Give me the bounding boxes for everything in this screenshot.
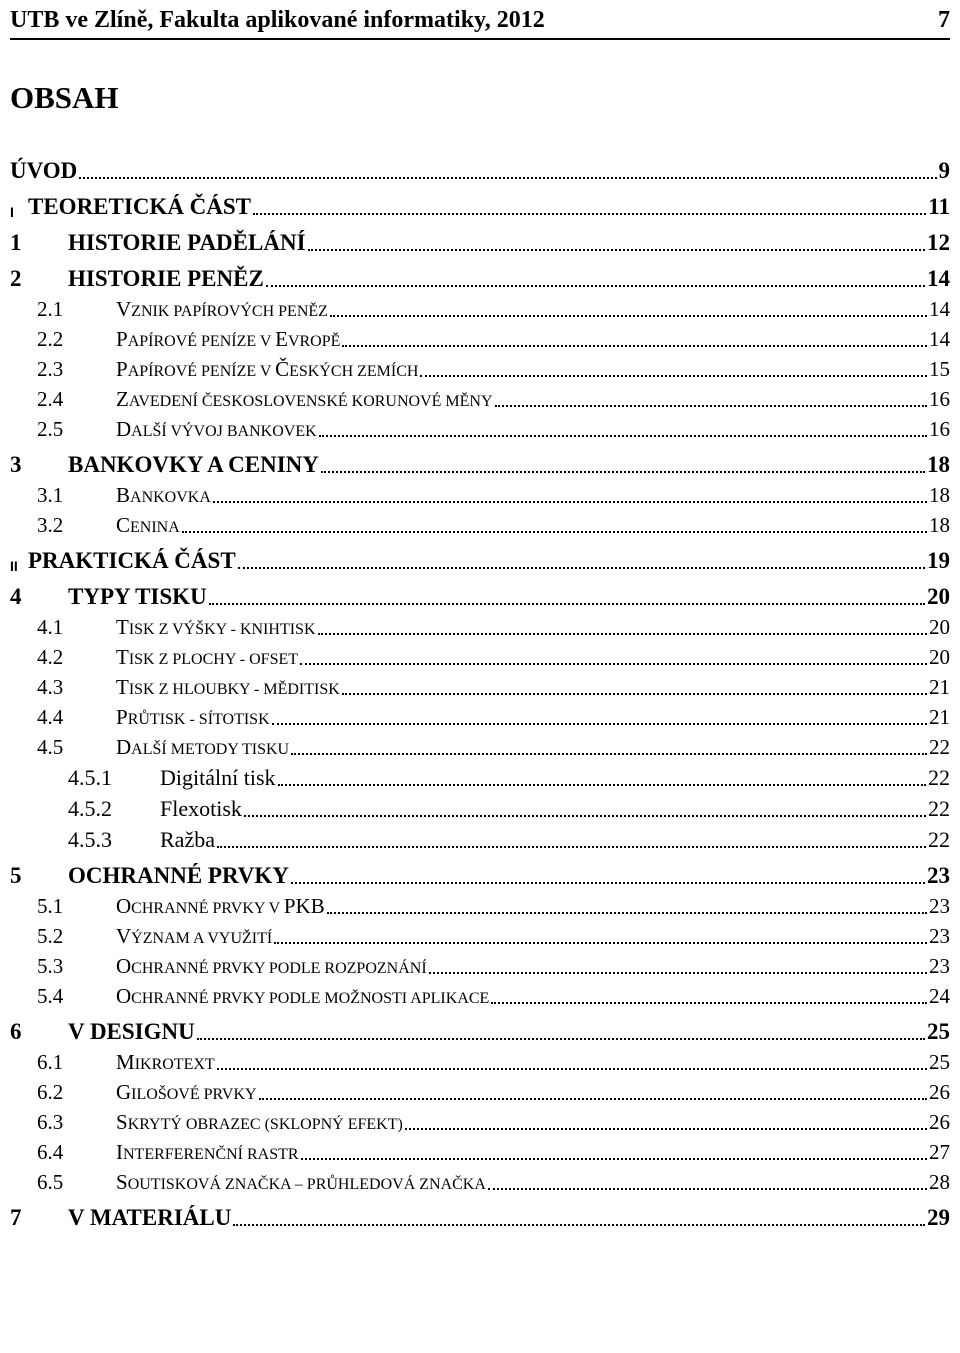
toc-entry-title-smallcaps: ISK Z VÝŠKY - KNIHTISK <box>128 621 316 638</box>
toc-entry-title-smallcaps: ALŠÍ VÝVOJ BANKOVEK <box>131 423 317 440</box>
toc-entry-title <box>116 327 340 352</box>
toc-entry-number: 4.4 <box>37 705 64 729</box>
toc-entry-title-cap: E <box>275 327 288 351</box>
toc-entry-title <box>116 675 340 700</box>
toc-entry[interactable] <box>0 1105 960 1135</box>
toc-entry[interactable] <box>0 700 960 730</box>
toc-entry-number: II <box>10 558 18 574</box>
toc-entry-title <box>68 584 207 610</box>
toc-entry[interactable] <box>0 760 960 791</box>
toc-entry-number: 5.2 <box>37 924 64 948</box>
toc-entry-title-cap: T <box>116 675 129 699</box>
toc-entry-title-cap: S <box>116 1110 128 1134</box>
toc-entry-title <box>68 863 289 889</box>
toc-entry[interactable] <box>0 538 960 574</box>
toc-entry-title-cap: M <box>116 1050 135 1074</box>
toc-dot-leader <box>342 690 927 695</box>
toc-entry-title <box>116 513 180 538</box>
toc-entry-page: 25 <box>927 1019 950 1044</box>
toc-entry-title-smallcaps: ESKÝCH ZEMÍCH <box>289 363 419 380</box>
toc-entry-number: 3 <box>10 452 22 477</box>
toc-entry-page: 21 <box>929 675 950 699</box>
toc-dot-leader <box>429 969 927 974</box>
toc-entry-number: 5.1 <box>37 894 64 918</box>
toc-entry[interactable] <box>0 979 960 1009</box>
toc-entry-title-cap: TYPY TISKU <box>68 584 207 609</box>
toc-entry-title <box>116 297 328 322</box>
toc-entry-title-cap: ÚVOD <box>10 158 78 183</box>
toc-entry-title-cap: O <box>116 984 132 1008</box>
toc-entry[interactable] <box>0 640 960 670</box>
toc-entry-title-cap: HISTORIE PENĚZ <box>68 266 264 291</box>
toc-entry-page: 12 <box>927 230 950 255</box>
toc-entry-title <box>116 615 316 640</box>
toc-entry-title <box>116 735 289 760</box>
toc-entry-title-cap: Flexotisk <box>160 796 242 821</box>
toc-entry-title-cap: Digitální tisk <box>160 765 276 790</box>
toc-entry-title-smallcaps: APÍROVÉ PENÍZE V <box>127 333 276 350</box>
toc-entry-page: 9 <box>938 158 950 183</box>
toc-entry[interactable] <box>0 1165 960 1195</box>
toc-dot-leader <box>318 630 928 635</box>
toc-entry-title <box>116 1140 299 1165</box>
toc-entry-number: 4.2 <box>37 645 64 669</box>
toc-entry-page: 26 <box>929 1110 950 1134</box>
toc-dot-leader <box>300 660 927 665</box>
toc-entry-page: 16 <box>929 417 950 441</box>
toc-entry-title-cap: P <box>116 705 128 729</box>
toc-entry[interactable] <box>0 949 960 979</box>
toc-entry-page: 29 <box>927 1205 950 1230</box>
toc-entry-title <box>28 548 236 574</box>
toc-entry-page: 22 <box>928 765 950 790</box>
toc-dot-leader <box>319 432 927 437</box>
toc-entry-title-smallcaps: OUTISKOVÁ ZNAČKA – PRŮHLEDOVÁ ZNAČKA <box>127 1176 486 1193</box>
toc-entry-number: 7 <box>10 1205 22 1230</box>
toc-dot-leader <box>79 174 936 179</box>
toc-entry-title-smallcaps: ISK Z HLOUBKY - MĚDITISK <box>128 681 340 698</box>
toc-entry-title-smallcaps: NTERFERENČNÍ RASTR <box>123 1146 299 1163</box>
toc-entry[interactable] <box>0 1009 960 1045</box>
toc-entry-number: 2.1 <box>37 297 64 321</box>
toc-dot-leader <box>197 1035 925 1040</box>
toc-entry-title <box>68 230 306 256</box>
toc-entry[interactable] <box>0 822 960 853</box>
toc-entry-number: 6.3 <box>37 1110 64 1134</box>
toc-dot-leader <box>266 282 925 287</box>
toc-dot-leader <box>238 564 925 569</box>
toc-entry[interactable] <box>0 1195 960 1231</box>
toc-dot-leader <box>405 1125 927 1130</box>
toc-entry-number: 4.5.2 <box>68 796 112 821</box>
toc-dot-leader <box>244 812 926 817</box>
toc-entry-page: 16 <box>929 387 950 411</box>
toc-entry[interactable] <box>0 610 960 640</box>
toc-entry-page: 23 <box>929 954 950 978</box>
toc-entry-page: 20 <box>929 615 950 639</box>
toc-entry-page: 18 <box>929 483 950 507</box>
header-page-number: 7 <box>938 7 950 33</box>
toc-entry-page: 23 <box>929 894 950 918</box>
toc-entry[interactable] <box>0 322 960 352</box>
toc-entry[interactable] <box>0 670 960 700</box>
toc-entry-page: 24 <box>929 984 950 1008</box>
toc-entry-title-cap: O <box>116 894 132 918</box>
toc-dot-leader <box>330 312 927 317</box>
toc-entry-title <box>116 1050 215 1075</box>
toc-dot-leader <box>233 1221 925 1226</box>
toc-entry-title-cap: O <box>116 954 132 978</box>
toc-entry-title <box>116 1080 257 1105</box>
toc-dot-leader <box>274 939 927 944</box>
toc-entry-page: 19 <box>927 548 950 573</box>
toc-entry-title-cap: V MATERIÁLU <box>68 1205 232 1230</box>
toc-entry-page: 21 <box>929 705 950 729</box>
toc-entry-number: 3.2 <box>37 513 64 537</box>
toc-entry-title <box>116 705 270 730</box>
toc-entry-title-smallcaps: VROPĚ <box>287 333 341 350</box>
toc-entry[interactable] <box>0 256 960 292</box>
toc-entry-title-smallcaps: ILOŠOVÉ PRVKY <box>131 1086 257 1103</box>
toc-entry-title-cap: G <box>116 1080 132 1104</box>
toc-entry[interactable] <box>0 1075 960 1105</box>
toc-entry-title-smallcaps: ÝZNAM A VYUŽITÍ <box>131 930 273 947</box>
toc-entry-title-cap: T <box>116 645 129 669</box>
toc-entry-title-cap: B <box>116 483 131 507</box>
toc-entry[interactable] <box>0 919 960 949</box>
toc-entry-title <box>68 1205 231 1231</box>
page-header <box>10 0 950 40</box>
toc-entry-number: 2.4 <box>37 387 64 411</box>
toc-entry-number: 4 <box>10 584 22 609</box>
toc-entry-title <box>116 1170 486 1195</box>
toc-entry-title <box>116 954 427 979</box>
toc-entry-number: 4.3 <box>37 675 64 699</box>
toc-entry-title-cap: Z <box>116 387 129 411</box>
toc-entry-title <box>68 266 264 292</box>
toc-entry-title-cap: V <box>116 297 132 321</box>
toc-entry-number: 6.1 <box>37 1050 64 1074</box>
toc-entry-title-cap: T <box>116 615 129 639</box>
toc-entry[interactable] <box>0 148 960 184</box>
toc-dot-leader <box>495 402 927 407</box>
toc-dot-leader <box>272 720 927 725</box>
toc-entry[interactable] <box>0 292 960 322</box>
toc-dot-leader <box>488 1185 927 1190</box>
toc-entry-page: 22 <box>928 796 950 821</box>
toc-entry-title-cap: V DESIGNU <box>68 1019 195 1044</box>
toc-entry-title-cap: P <box>116 357 128 381</box>
toc-entry-title-smallcaps: IKROTEXT <box>134 1056 215 1073</box>
toc-entry-page: 22 <box>928 827 950 852</box>
toc-entry-page: 14 <box>929 297 950 321</box>
toc-entry[interactable] <box>0 1045 960 1075</box>
toc-entry-title-cap: PRAKTICKÁ ČÁST <box>28 548 236 573</box>
toc-entry-page: 18 <box>929 513 950 537</box>
toc-entry-number: 6.5 <box>37 1170 64 1194</box>
toc-entry-title-cap: S <box>116 1170 128 1194</box>
toc-entry[interactable] <box>0 478 960 508</box>
toc-entry[interactable] <box>0 508 960 538</box>
toc-entry-page: 15 <box>929 357 950 381</box>
toc-entry-title-cap: D <box>116 417 132 441</box>
toc-entry-title <box>116 357 418 382</box>
toc-entry-page: 22 <box>929 735 950 759</box>
toc-entry-page: 20 <box>927 584 950 609</box>
toc-entry-page: 20 <box>929 645 950 669</box>
toc-entry-number: 5 <box>10 863 22 888</box>
toc-entry[interactable] <box>0 1135 960 1165</box>
toc-entry[interactable] <box>0 382 960 412</box>
toc-entry-number: 5.4 <box>37 984 64 1008</box>
toc-entry-title-cap: TEORETICKÁ ČÁST <box>28 194 252 219</box>
toc-entry[interactable] <box>0 220 960 256</box>
toc-entry-title <box>28 194 251 220</box>
toc-entry-title-cap: D <box>116 735 132 759</box>
toc-dot-leader <box>217 1065 927 1070</box>
toc-dot-leader <box>182 528 927 533</box>
toc-entry-title-smallcaps: CHRANNÉ PRVKY V <box>131 900 284 917</box>
toc-entry[interactable] <box>0 352 960 382</box>
toc-entry-number: 2.2 <box>37 327 64 351</box>
toc-dot-leader <box>342 342 927 347</box>
toc-entry-number: 4.5 <box>37 735 64 759</box>
toc-entry-title-smallcaps: CHRANNÉ PRVKY PODLE MOŽNOSTI APLIKACE <box>131 990 490 1007</box>
toc-entry-title-smallcaps: ZNIK PAPÍROVÝCH PENĚZ <box>131 303 328 320</box>
toc-entry[interactable] <box>0 442 960 478</box>
toc-entry-number: 6.2 <box>37 1080 64 1104</box>
toc-entry-title-cap: Č <box>275 357 290 381</box>
toc-entry-title-cap: P <box>116 327 128 351</box>
toc-entry-page: 28 <box>929 1170 950 1194</box>
header-title: UTB ve Zlíně, Fakulta aplikované informatiky, 2012 <box>10 7 545 33</box>
toc-entry-title <box>160 765 276 791</box>
toc-entry-title-smallcaps: ISK Z PLOCHY - OFSET <box>128 651 299 668</box>
toc-entry-title-smallcaps: ENINA <box>130 519 180 536</box>
toc-entry-title <box>68 1019 195 1045</box>
toc-entry-title <box>116 417 317 442</box>
toc-entry-page: 23 <box>929 924 950 948</box>
toc-entry-title <box>160 827 215 853</box>
toc-entry-number: 6 <box>10 1019 22 1044</box>
toc-dot-leader <box>321 468 925 473</box>
toc-entry[interactable] <box>0 412 960 442</box>
toc-entry-number: 2.3 <box>37 357 64 381</box>
toc-entry-title-smallcaps: APÍROVÉ PENÍZE V <box>127 363 276 380</box>
toc-dot-leader <box>217 843 926 848</box>
toc-entry-title <box>116 894 325 919</box>
toc-entry-number: 4.1 <box>37 615 64 639</box>
toc-dot-leader <box>259 1095 927 1100</box>
toc-entry-page: 23 <box>927 863 950 888</box>
toc-entry-page: 25 <box>929 1050 950 1074</box>
toc-entry-number: I <box>10 204 14 220</box>
toc-entry-title-smallcaps: RŮTISK - SÍTOTISK <box>127 711 270 728</box>
toc-entry-title <box>116 1110 403 1135</box>
toc-entry-title-smallcaps: ANKOVKA <box>130 489 211 506</box>
toc-entry-title <box>116 645 298 670</box>
toc-entry-number: 6.4 <box>37 1140 64 1164</box>
toc-dot-leader <box>491 999 927 1004</box>
toc-entry-number: 4.5.3 <box>68 827 112 852</box>
toc-entry-number: 5.3 <box>37 954 64 978</box>
toc-entry-page: 14 <box>927 266 950 291</box>
toc-dot-leader <box>420 372 927 377</box>
toc-dot-leader <box>213 498 927 503</box>
toc-dot-leader <box>278 781 927 786</box>
toc-dot-leader <box>291 879 925 884</box>
toc-dot-leader <box>308 246 925 251</box>
toc-entry-title-cap: BANKOVKY A CENINY <box>68 452 319 477</box>
toc-entry-title-cap: I <box>116 1140 123 1164</box>
toc-title: OBSAH <box>10 80 119 115</box>
toc-entry-number: 2.5 <box>37 417 64 441</box>
toc-entry-page: 27 <box>929 1140 950 1164</box>
toc-entry[interactable] <box>0 574 960 610</box>
toc-entry-number: 1 <box>10 230 22 255</box>
toc-entry-number: 4.5.1 <box>68 765 112 790</box>
toc-dot-leader <box>253 210 926 215</box>
toc-entry[interactable] <box>0 889 960 919</box>
toc-entry[interactable] <box>0 184 960 220</box>
toc-dot-leader <box>327 909 927 914</box>
toc-entry[interactable] <box>0 853 960 889</box>
toc-dot-leader <box>301 1155 927 1160</box>
toc-entry-title-cap: Ražba <box>160 827 215 852</box>
toc-entry-title-smallcaps: CHRANNÉ PRVKY PODLE ROZPOZNÁNÍ <box>131 960 427 977</box>
toc-entry[interactable] <box>0 791 960 822</box>
toc-entry-title <box>116 984 489 1009</box>
toc-dot-leader <box>291 750 927 755</box>
toc-entry[interactable] <box>0 730 960 760</box>
toc-entry-title-cap: C <box>116 513 131 537</box>
toc-entry-page: 18 <box>927 452 950 477</box>
toc-entry-title <box>68 452 319 478</box>
toc-dot-leader <box>209 600 925 605</box>
toc-entry-page: 11 <box>928 194 950 219</box>
table-of-contents <box>0 148 960 1231</box>
toc-entry-title-smallcaps: ALŠÍ METODY TISKU <box>131 741 290 758</box>
toc-entry-title <box>116 387 493 412</box>
toc-entry-title-cap: PKB <box>283 894 325 918</box>
toc-entry-title-cap: OCHRANNÉ PRVKY <box>68 863 289 888</box>
toc-entry-page: 14 <box>929 327 950 351</box>
toc-entry-title-smallcaps: AVEDENÍ ČESKOSLOVENSKÉ KORUNOVÉ MĚNY <box>128 393 493 410</box>
toc-entry-title <box>10 158 77 184</box>
toc-entry-title-cap: V <box>116 924 132 948</box>
toc-entry-title <box>160 796 242 822</box>
toc-entry-title-cap: HISTORIE PADĚLÁNÍ <box>68 230 306 255</box>
toc-entry-page: 26 <box>929 1080 950 1104</box>
toc-entry-title-smallcaps: KRYTÝ OBRAZEC (SKLOPNÝ EFEKT) <box>127 1116 403 1133</box>
toc-entry-number: 3.1 <box>37 483 64 507</box>
toc-entry-number: 2 <box>10 266 22 291</box>
toc-entry-title <box>116 924 272 949</box>
toc-entry-title <box>116 483 211 508</box>
